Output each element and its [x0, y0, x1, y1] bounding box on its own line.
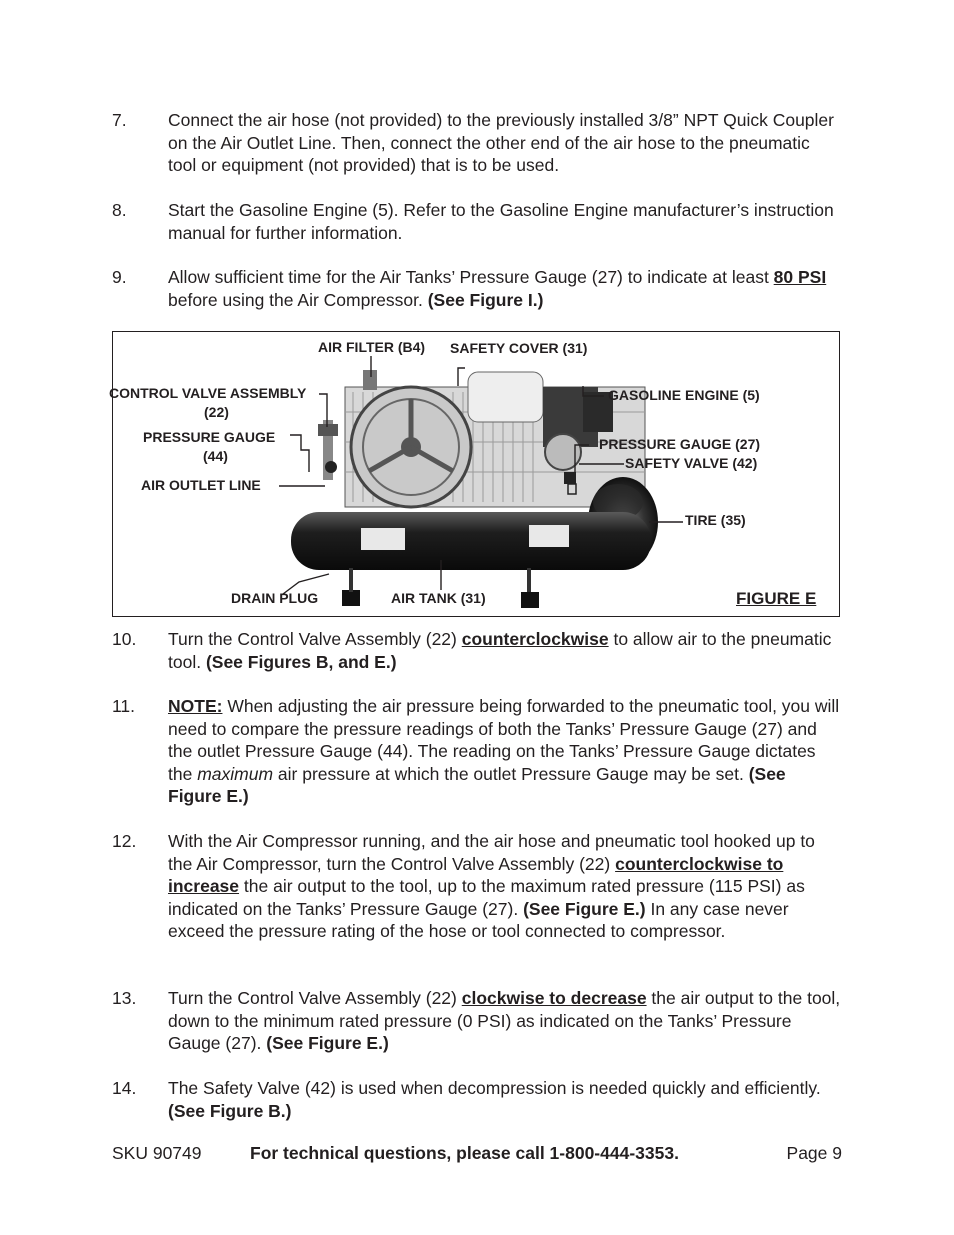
label-air-tank: AIR TANK (31) [391, 590, 486, 606]
figure-reference: (See Figure I.) [427, 289, 544, 310]
step-text [168, 266, 842, 311]
label-drain-plug: DRAIN PLUG [231, 590, 319, 606]
emphasis-direction: counterclockwise to increase [168, 853, 784, 896]
step-11 [112, 695, 842, 808]
footer-page-number: Page 9 [786, 1143, 842, 1163]
step-number: 7. [112, 110, 127, 130]
figure-reference: (See Figures B, and E.) [205, 651, 397, 672]
text-run: the air output to the tool, up to the maximum rated pressure (115 PSI) as indicated on the Tanks’ Pressure Gauge (27). [168, 876, 805, 919]
text-run: When adjusting the air pressure being forwarded to the pneumatic tool, you will need to compare the pressure readings of both the Tanks’ Pressure Gauge (27) and the outlet Pressure Gauge (44). The reading on the Tanks’ Pressure Gauge dictates the [168, 696, 840, 784]
label-control-valve: CONTROL VALVE ASSEMBLY [109, 385, 307, 401]
step-text: Connect the air hose (not provided) to the previously installed 3/8” NPT Quick Coupler on the Air Outlet Line. Then, connect the other end of the air hose to the pneumatic tool or equipment (not provided) that is to be used. [168, 110, 834, 175]
text-run: In any case never exceed the pressure rating of the hose or tool connected to compressor. [168, 898, 789, 941]
label-safety-valve: SAFETY VALVE (42) [625, 455, 758, 471]
step-number: 12. [112, 831, 137, 851]
figure-reference: (See Figure E.) [266, 1033, 389, 1053]
step-text [168, 695, 842, 808]
step-14 [112, 1077, 842, 1122]
step-12 [112, 830, 842, 943]
figure-reference: (See Figure B.) [168, 1100, 292, 1121]
text-run: Allow sufficient time for the Air Tanks’ Pressure Gauge (27) to indicate at least [168, 267, 774, 287]
text-run: to allow air to the pneumatic tool. [168, 629, 832, 672]
emphasis-direction: counterclockwise [461, 629, 609, 649]
step-text [168, 1077, 842, 1122]
step-text [168, 830, 842, 943]
label-pressure-gauge-44: PRESSURE GAUGE [143, 429, 276, 445]
step-number: 8. [112, 200, 127, 220]
step-number: 14. [112, 1078, 137, 1098]
step-text: Start the Gasoline Engine (5). Refer to the Gasoline Engine manufacturer’s instruction manual for further information. [168, 200, 834, 243]
figure-reference: (See Figure E.) [168, 763, 786, 806]
text-run: before using the Air Compressor. [168, 289, 428, 310]
compressor-illustration [113, 332, 841, 618]
label-air-outlet-line: AIR OUTLET LINE [141, 477, 261, 493]
emphasis-maximum: maximum [197, 763, 274, 784]
step-10 [112, 628, 842, 673]
label-gasoline-engine: GASOLINE ENGINE (5) [608, 387, 760, 403]
figure-reference: (See Figure E.) [523, 898, 646, 919]
note-label: NOTE: [168, 696, 223, 716]
text-run: Turn the Control Valve Assembly (22) [168, 988, 462, 1008]
emphasis-direction: clockwise to decrease [461, 988, 647, 1008]
label-tire: TIRE (35) [685, 512, 746, 528]
step-number: 10. [112, 629, 137, 649]
emphasis-pressure: 80 PSI [773, 267, 827, 287]
text-run: the air output to the tool, down to the minimum rated pressure (0 PSI) as indicated on the Tanks’ Pressure Gauge (27). [168, 988, 841, 1053]
figure-caption: FIGURE E [736, 589, 817, 608]
step-number: 11. [112, 696, 136, 716]
label-safety-cover: SAFETY COVER (31) [450, 340, 588, 356]
label-control-valve-number: (22) [204, 404, 229, 420]
text-run: The Safety Valve (42) is used when decompression is needed quickly and efficiently. [168, 1078, 821, 1098]
footer-sku: SKU 90749 [112, 1143, 202, 1163]
figure-e [109, 331, 840, 617]
text-run: With the Air Compressor running, and the air hose and pneumatic tool hooked up to the Air Compressor, turn the Control Valve Assembly (22) [168, 831, 815, 874]
step-8 [112, 199, 842, 244]
text-run: air pressure at which the outlet Pressure Gauge may be set. [273, 763, 749, 784]
step-number: 13. [112, 988, 137, 1008]
step-7 [112, 109, 842, 177]
step-text [168, 987, 842, 1055]
step-text [168, 628, 842, 673]
step-number: 9. [112, 267, 127, 287]
label-air-filter: AIR FILTER (B4) [318, 339, 426, 355]
text-run: Turn the Control Valve Assembly (22) [168, 629, 462, 649]
footer-phone: For technical questions, please call 1-800-444-3353. [250, 1143, 679, 1163]
step-9 [112, 266, 842, 311]
label-pressure-gauge-27: PRESSURE GAUGE (27) [599, 436, 761, 452]
step-13 [112, 987, 842, 1055]
label-pressure-gauge-44-number: (44) [203, 448, 228, 464]
